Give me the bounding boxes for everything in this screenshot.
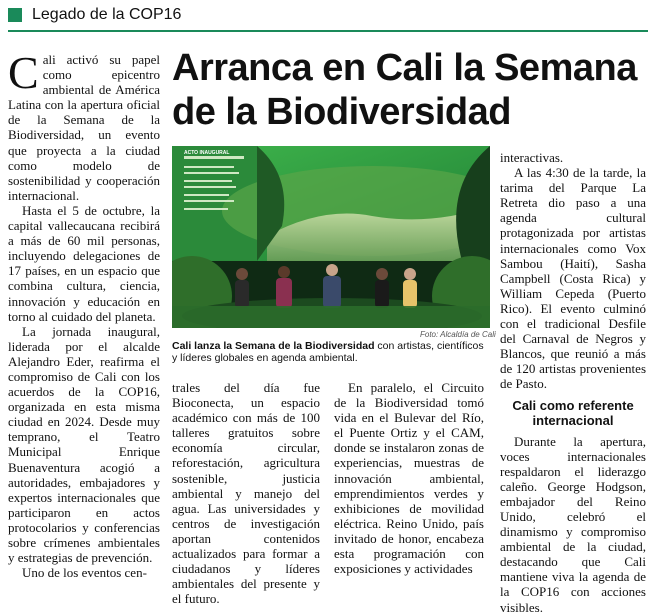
headline-line-2: de la Biodiversidad [172,91,511,133]
caption-bold: Cali lanza la Semana de la Biodiversidad [172,340,375,352]
paragraph: interactivas. [500,150,564,165]
article-column-4 [500,150,646,615]
photo-caption [172,340,490,364]
headline [172,46,642,134]
paragraph-intro-text: ali activó su papel como epicentro ambiental de América Latina con la apertura oficial de la Semana de la Biodiversidad, un evento que proyecta a la ciudad como modelo de sostenibilidad y cooperación internacional. [8,52,160,203]
event-stage-photo [172,146,490,328]
dropcap: C [8,47,39,98]
article-column-3 [334,380,484,576]
subheading: Cali como referente internacional [512,397,634,428]
article-column-2 [172,380,320,606]
paragraph: Uno de los eventos cen- [22,565,147,581]
headline-line-1: Arranca en Cali la Semana [172,47,637,89]
paragraph: En paralelo, el Circuito de la Biodiversidad tomó vida en el Bulevar del Río, el Puente Ortiz y el CAM, donde se instalaron zonas de experiencias, muestras de innovación ambiental, emprendimientos verdes y exhibiciones de movilidad eléctrica. Reino Unido, país invitado de honor, encabeza esta programación con exposiciones y actividades [334,380,484,577]
section-rule [8,30,648,32]
section-title: Legado de la COP16 [32,6,182,23]
paragraph: trales del día fue Bioconecta, un espacio académico con más de 100 talleres gratuitos sobre economía circular, reforestación, agricultura sostenible, justicia ambiental y manejo del agua. Las universidades y centros de investigación aportan contenidos actualizados para formar a ciudadanos y líderes ambientales del presente y el futuro. [172,380,320,607]
section-header [8,6,181,24]
paragraph: Durante la apertura, voces internacionales respaldaron el liderazgo caleño. George Hodgson, embajador del Reino Unido, celebró el dinamismo y compromiso ambiental de la ciudad, destacando que Cali mantiene viva la agenda de la COP16 con acciones visibles. [500,433,646,615]
paragraph: A las 4:30 de la tarde, la tarima del Parque La Retreta dio paso a una agenda cultural protagonizada por artistas internacionales como Vox Sambou (Haití), Sasha Campbell (Costa Rica) y William Cepeda (Puerto Rico). El evento culminó con el tradicional Desfile del Carnaval de Negros y Blancos, que reunió a más de 120 artistas provenientes de Pasto. [500,165,646,392]
screen-title: ACTO INAUGURAL [184,150,230,156]
section-marker-square [8,8,22,22]
article-column-1 [8,47,160,581]
paragraph: Hasta el 5 de octubre, la capital vallecaucana recibirá a más de 60 mil personas, incluyendo delegaciones de 17 países, en un espacio que combina cultura, ciencia, innovación y educación en torno al cuidado del planeta. [8,202,160,324]
photo-credit: Foto: Alcaldía de Cali [420,330,496,339]
article-photo [172,146,490,328]
paragraph-intro [8,47,160,203]
paragraph: La jornada inaugural, liderada por el alcalde Alejandro Eder, reafirma el compromiso de Cali con los acuerdos de la COP16, organizada en esta misma ciudad en 2024. Desde muy temprano, el Teatro Municipal Enrique Buenaventura acogió a autoridades, embajadores y expertos internacionales que participaron en actos protocolarios y conferencias sobre crímenes ambientales y estrategias de prevención. [8,323,160,566]
caption-text: con artistas, científicos y líderes globales en agenda ambiental. [172,340,484,364]
